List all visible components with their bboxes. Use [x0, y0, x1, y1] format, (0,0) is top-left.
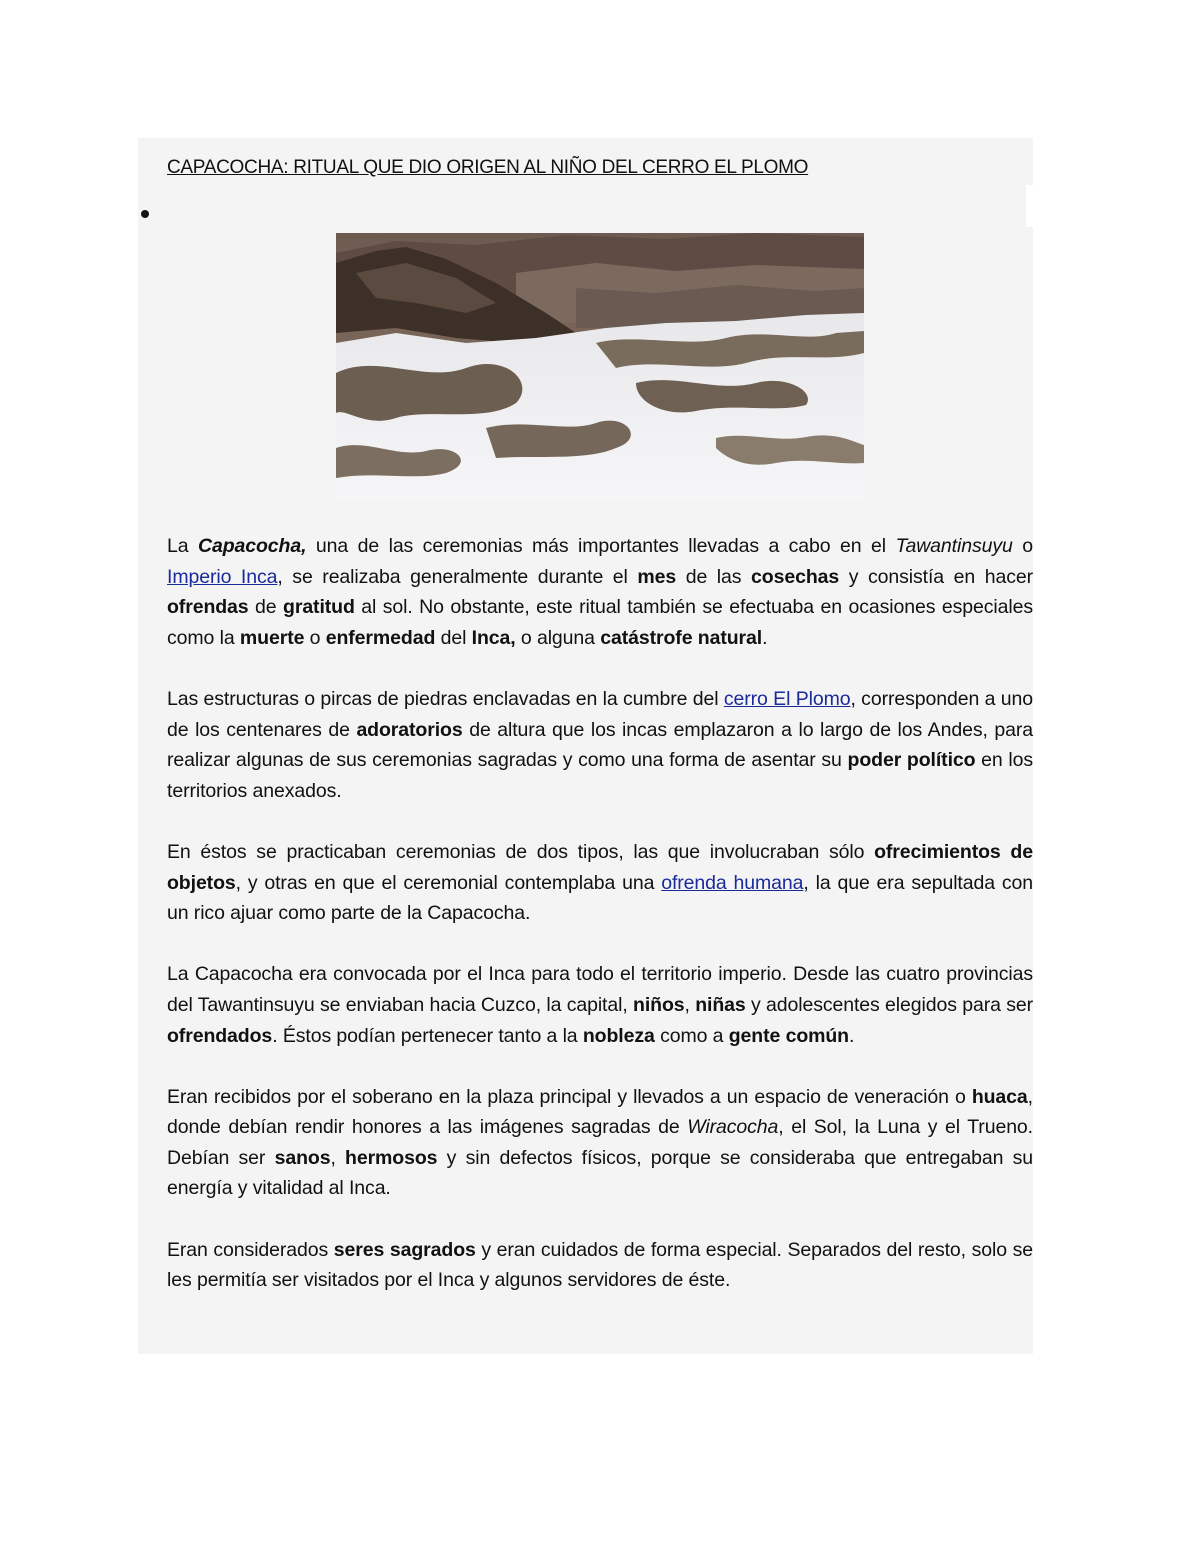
text-run: ,: [330, 1146, 346, 1169]
inline-link[interactable]: cerro El Plomo: [723, 687, 851, 710]
paragraph: [167, 837, 1033, 929]
text-run: de: [248, 596, 284, 619]
text-bold: muerte: [239, 626, 305, 649]
text-run: del: [435, 626, 472, 649]
text-run: de altura que los incas emplazaron a lo largo de los Andes, para realizar algunas de sus ceremonias sagradas y como una forma de asentar su: [167, 718, 1033, 772]
text-bold: ofrendas: [167, 596, 249, 619]
paragraph: [167, 1082, 1033, 1204]
inline-link[interactable]: ofrenda humana: [661, 871, 804, 894]
text-run: .: [849, 1024, 855, 1047]
text-bold: mes: [637, 565, 677, 588]
text-bold: Inca,: [471, 626, 516, 649]
text-bold: nobleza: [582, 1024, 655, 1047]
text-run: En éstos se practicaban ceremonias de dos tipos, las que involucraban sólo: [167, 840, 875, 863]
paragraph: [167, 1235, 1033, 1296]
text-run: Eran recibidos por el soberano en la plaza principal y llevados a un espacio de veneración o: [167, 1085, 972, 1108]
text-run: , y otras en que el ceremonial contemplaba una: [235, 871, 662, 894]
shade-notch: [1026, 185, 1034, 227]
text-run: y consistía en hacer: [839, 565, 1033, 588]
paragraph: [167, 531, 1033, 653]
text-run: , el Sol, la Luna y el Trueno. Debían ser: [167, 1116, 1033, 1169]
text-run: o: [304, 626, 326, 649]
text-bold: ofrecimientos de objetos: [167, 840, 1033, 894]
text-bold: sanos: [274, 1146, 331, 1169]
text-bold: cosechas: [751, 565, 840, 588]
text-run: , corresponden a uno de los centenares de: [167, 687, 1033, 741]
text-bolditalic: Capacocha,: [197, 535, 307, 557]
inline-link[interactable]: Imperio Inca: [167, 565, 278, 588]
text-run: .: [762, 626, 768, 649]
text-run: en los territorios anexados.: [167, 749, 1033, 802]
text-run: ,: [684, 993, 696, 1016]
text-run: La Capacocha era convocada por el Inca para todo el territorio imperio. Desde las cuatro provincias del Tawantinsuyu se enviaban hacia Cuzco, la capital,: [167, 963, 1033, 1016]
text-bold: hermosos: [345, 1146, 438, 1169]
bullet-icon: [141, 210, 149, 218]
text-run: al sol. No obstante, este ritual también se efectuaba en ocasiones especiales como la: [167, 596, 1033, 649]
text-italic: Tawantinsuyu: [895, 535, 1013, 557]
text-run: , se realizaba generalmente durante el: [277, 565, 638, 588]
text-bold: enfermedad: [325, 626, 436, 649]
text-run: . Éstos podían pertenecer tanto a la: [272, 1024, 583, 1047]
text-bold: seres sagrados: [333, 1238, 476, 1261]
text-italic: Wiracocha: [687, 1116, 779, 1139]
text-run: La: [167, 535, 198, 557]
text-run: una de las ceremonias más importantes llevadas a cabo en el: [306, 535, 896, 557]
paragraph: [167, 959, 1033, 1051]
text-run: o: [1012, 535, 1033, 557]
text-bold: huaca: [971, 1085, 1028, 1108]
text-run: , donde debían rendir honores a las imágenes sagradas de: [167, 1085, 1033, 1139]
text-bold: catástrofe natural: [600, 626, 763, 649]
text-run: como a: [654, 1024, 729, 1047]
text-run: y sin defectos físicos, porque se consideraba que entregaban su energía y vitalidad al Inca.: [167, 1146, 1033, 1200]
text-bold: niñas: [695, 993, 746, 1016]
text-bold: niños: [633, 993, 685, 1016]
mountain-snow-photo: [336, 233, 864, 498]
paragraph: [167, 684, 1033, 806]
text-run: Eran considerados: [167, 1238, 334, 1261]
text-run: y eran cuidados de forma especial. Separados del resto, solo se les permitía ser visitados por el Inca y algunos servidores de éste.: [167, 1238, 1033, 1292]
text-run: de las: [676, 565, 752, 588]
text-bold: gente común: [728, 1024, 849, 1047]
text-run: , la que era sepultada con un rico ajuar como parte de la Capacocha.: [167, 871, 1034, 925]
text-bold: poder político: [847, 749, 976, 772]
article-body: [167, 531, 1033, 1326]
text-bold: adoratorios: [356, 718, 463, 741]
text-run: y adolescentes elegidos para ser: [745, 993, 1034, 1016]
page-title: CAPACOCHA: RITUAL QUE DIO ORIGEN AL NIÑO DEL CERRO EL PLOMO: [167, 157, 809, 178]
text-run: o alguna: [515, 626, 601, 649]
text-bold: ofrendados: [167, 1024, 273, 1047]
text-run: Las estructuras o pircas de piedras enclavadas en la cumbre del: [167, 687, 724, 710]
text-bold: gratitud: [283, 596, 355, 619]
